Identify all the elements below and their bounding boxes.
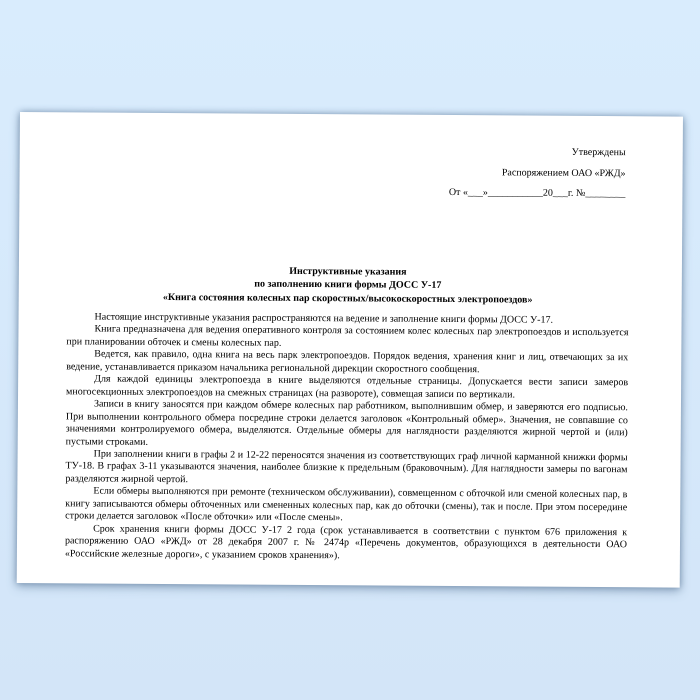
title-line: «Книга состояния колесных пар скоростных/высокоскоростных электропоездов»	[162, 291, 533, 306]
document-page	[17, 112, 683, 588]
document-body	[65, 311, 629, 564]
title-line: Инструктивные указания	[289, 265, 407, 278]
body-paragraph: Настоящие инструктивные указания распространяются на ведение и заполнение книги формы ДОСС У-17.	[94, 311, 554, 326]
body-paragraph: Срок хранения книги формы ДОСС У-17 2 года (срок устанавливается в соответствии с пунктом 676 приложения к распоряжению ОАО «РЖД» от 28 декабря 2007 г. № 2474р «Перечень документов, образующихся в деятельности ОАО «Российские железные дороги», с указанием сроков хранения»).	[64, 523, 628, 561]
body-paragraph: Книга предназначена для ведения оперативного контроля за состоянием колес колесных пар электропоездов и используется при планировании обточек и смены колесных пар.	[66, 323, 629, 349]
body-paragraph: Записи в книгу заносятся при каждом обмере колесных пар работником, выполнившим обмер, и заверяются его подписью. При выполнении контрольного обмера посредине строки делается заголовок «Контрольный обмер». Значения, не совпавшие со значениями контролируемого обмера, выделяются. Отдельные обмеры для наглядности разделяются жирной чертой и (или) пустыми строками.	[65, 398, 628, 448]
body-paragraph: Для каждой единицы электропоезда в книге выделяются отдельные страницы. Допускается вести записи замеров многосекционных электропоездов на смежных страницах (на развороте), совмещая записи по вертикали.	[66, 373, 629, 401]
approval-line-date-number: От «___»___________20___г. №________	[448, 186, 626, 200]
title-line: по заполнению книги формы ДОСС У-17	[254, 278, 442, 291]
document-title	[67, 263, 629, 307]
body-paragraph: Ведется, как правило, одна книга на весь парк электропоездов. Порядок ведения, хранения книг и лиц, отвечающих за их ведение, устанавливается приказом начальника региональной дирекции скоростного сообщения.	[66, 348, 629, 376]
body-paragraph: При заполнении книги в графы 2 и 12-22 переносятся значения из соответствующих граф личной карманной книжки формы ТУ-18. В графах 3-11 указываются значения, наиболее близкие к предельным (браковочным). Для наглядности замеры по вагонам разделяются жирной чертой.	[65, 448, 628, 486]
body-paragraph: Если обмеры выполняются при ремонте (техническом обслуживании), совмещенном с обточкой или сменой колесных пар, в книгу записываются обмеры обточенных или смененных колесных пар, как до обточки (смены), так и после. При этом посередине строки делается заголовок «После обточки» или «После смены».	[65, 485, 628, 524]
approval-line: Утверждены	[571, 146, 626, 159]
approval-line: Распоряжением ОАО «РЖД»	[501, 166, 626, 179]
approval-block	[67, 139, 625, 204]
